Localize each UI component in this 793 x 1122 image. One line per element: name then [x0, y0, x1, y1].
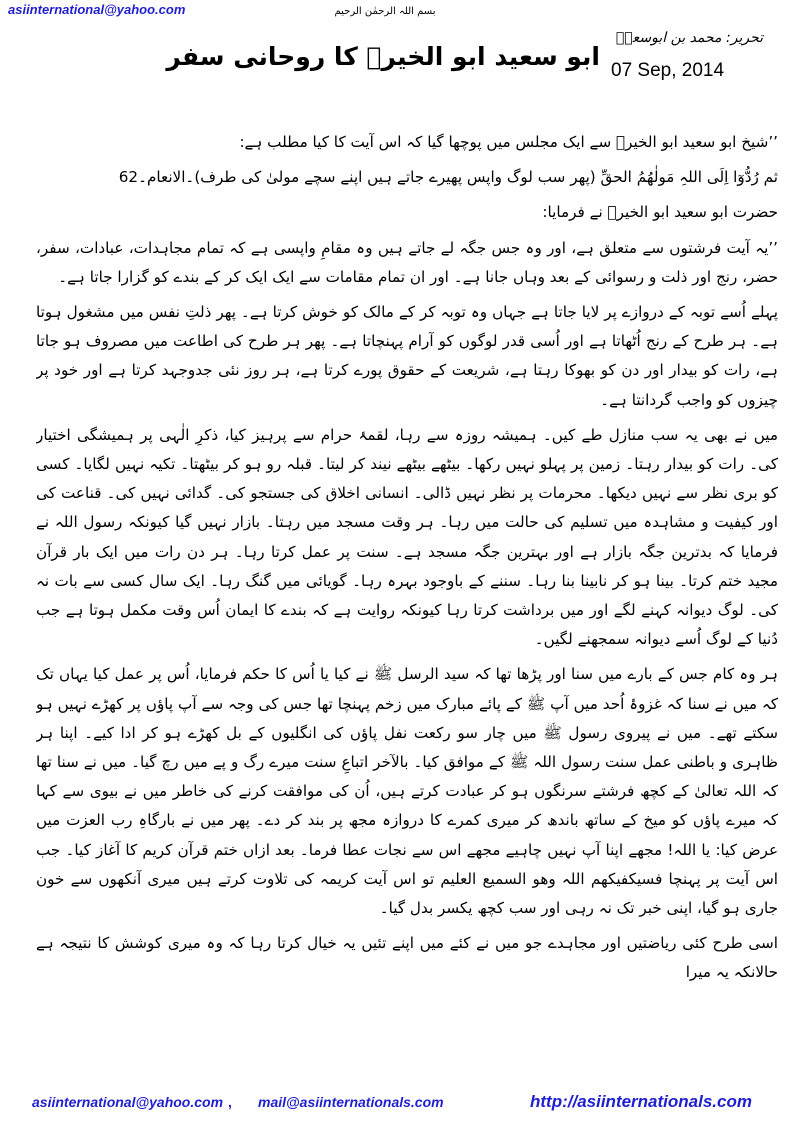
footer-separator: , — [228, 1094, 232, 1110]
paragraph-stages: میں نے بھی یہ سب منازل طے کیں۔ ہمیشہ روزہ سے رہا، لقمۂ حرام سے پرہیز کیا، ذکرِ الٰہی پر ہمیشگی اختیار کی۔ رات کو بیدار رہتا۔ زمین پر پہلو نہیں رکھا۔ بیٹھے بیٹھے نیند کر لیتا۔ قبلہ رو ہو کر بیٹھتا۔ تکیہ نہیں لگایا۔ کسی کو بری نظر سے نہیں دیکھا۔ محرمات پر نظر نہیں ڈالی۔ انسانی اخلاق کی جستجو کی۔ گدائی نہیں کی۔ قناعت کی اور کیفیت و مشاہدہ میں تسلیم کی حالت میں رہا۔ ہر وقت مسجد میں رہتا۔ بازار نہیں گیا کیونکہ رسول اللہ نے فرمایا کہ بدترین جگہ بازار ہے اور بہترین جگہ مسجد ہے۔ سنت پر عمل کرتا رہا۔ ہر دن رات میں ایک بار قرآن مجید ختم کرتا۔ بینا ہو کر نابینا بنا رہا۔ سننے کے باوجود بہرہ رہا۔ گویائی میں گنگ رہا۔ ایک سال کسی سے بات نہ کی۔ لوگ دیوانہ کہنے لگے اور میں برداشت کرتا رہا کیونکہ روایت ہے کہ بندے کا ایمان اُس وقت مکمل ہوتا ہے جب دُنیا کے لوگ اُسے دیوانہ سمجھنے لگیں۔ — [36, 425, 778, 649]
header-email-link[interactable]: asiinternational@yahoo.com — [8, 2, 186, 17]
paragraph-question: ’’شیخ ابو سعید ابو الخیرؒ سے ایک مجلس میں پوچھا گیا کہ اس آیت کا کیا مطلب ہے: — [239, 133, 778, 151]
article-body — [36, 128, 778, 1073]
paragraph-closing: اسی طرح کئی ریاضتیں اور مجاہدے جو میں نے کئے میں اپنے تئیں یہ خیال کرتا رہا کہ وہ میری کوشش کا نتیجہ ہے حالانکہ یہ میرا — [36, 934, 778, 982]
footer-website-link[interactable]: http://asiinternationals.com — [530, 1092, 752, 1111]
paragraph-repentance: پہلے اُسے توبہ کے دروازے پر لایا جاتا ہے جہاں وہ توبہ کر کے مالک کو خوش کرتا ہے۔ پھر ذلتِ نفس میں مشغول ہوتا ہے۔ ہر طرح کے رنج اُٹھاتا ہے اور اُسی قدر لوگوں کو آرام پہنچاتا ہے۔ پھر ہر طرح کی اطاعت میں مصروف ہو جاتا ہے، رات کو بیدار اور دن کو بھوکا رہتا ہے، شریعت کے حقوق پورے کرتا ہے، ہر روز نئی جدوجہد کرتا ہے اور خود پر چیزوں کو واجب گردانتا ہے۔ — [36, 303, 778, 409]
author-byline: تحریر: محمد بن ابوسعدؒ — [615, 30, 763, 46]
paragraph-reply-intro: حضرت ابو سعید ابو الخیرؒ نے فرمایا: — [542, 203, 778, 222]
footer-email-yahoo-link[interactable]: asiinternational@yahoo.com — [32, 1094, 224, 1110]
paragraph-verse: ثم رُدُّوٓا اِلَی اللہِ مَولٰھُمُ الحقِّ (پھر سب لوگ واپس پھیرے جاتے ہیں اپنے سچے مولیٰ کی طرف)۔الانعام۔62 — [118, 168, 778, 187]
page-footer — [0, 1094, 793, 1118]
bismillah-text: بسم اللہ الرحمٰن الرحیم — [334, 6, 436, 17]
paragraph-sunnah: ہر وہ کام جس کے بارے میں سنا اور پڑھا تھا کہ سید الرسل ﷺ نے کیا یا اُس کا حکم فرمایا، اُس پر عمل کیا یہاں تک کہ میں نے سنا کہ غزوۂ اُحد میں آپ ﷺ کے پائے مبارک میں زخم پہنچا تھا جس کی وجہ سے آپ پاؤں پر کھڑے نہیں ہو سکتے تھے۔ میں نے پیروی رسول ﷺ میں چار سو رکعت نفل پاؤں کی انگلیوں کے بل کھڑے ہو کر ادا کیے۔ اپنا ہر ظاہری و باطنی عمل سنت رسول اللہ ﷺ کے موافق کیا۔ بالآخر اتباعِ سنت میرے رگ و پے میں رچ گیا۔ میں نے سنا تھا کہ اللہ تعالیٰ کے کچھ فرشتے سرنگوں ہو کر عبادت کرتے ہیں، اُن کی موافقت کرنے کی خاطر میں نے بیوی سے کہا کہ میرے پاؤں کو میخ کے ساتھ باندھ کر میری کمرے کا دروازہ مجھ پر بند کر دے۔ پھر میں نے بارگاہِ رب العزت میں عرض کیا: یا اللہ! مجھے اپنا آپ نہیں چاہیے مجھے اس سے نجات عطا فرما۔ بعد ازاں ختم قرآن کریم کا آغاز کیا۔ جب اس آیت پر پہنچا فسیکفیکھم اللہ وھو السمیع العلیم تو اس آیت کریمہ کی تلاوت کرتے ہیں میری آنکھوں سے خون جاری ہو گیا، اپنی خبر تک نہ رہی اور سب کچھ یکسر بدل گیا۔ — [36, 665, 778, 918]
article-title: ابو سعید ابو الخیرؒ کا روحانی سفر — [166, 42, 600, 71]
paragraph-angels: ’’یہ آیت فرشتوں سے متعلق ہے، اور وہ جس جگہ لے جاتے ہیں وہ مقامِ واپسی ہے کہ تمام مجاہدات، عبادات، سفر، حضر، رنج اور ذلت و رسوائی کے بعد وہاں جانا ہے۔ اور ان تمام مقامات سے ایک ایک کر کے بندے کو گزارا جاتا ہے۔ — [36, 238, 778, 286]
footer-email-mail-link[interactable]: mail@asiinternationals.com — [258, 1094, 444, 1110]
publish-date: 07 Sep, 2014 — [611, 60, 725, 81]
